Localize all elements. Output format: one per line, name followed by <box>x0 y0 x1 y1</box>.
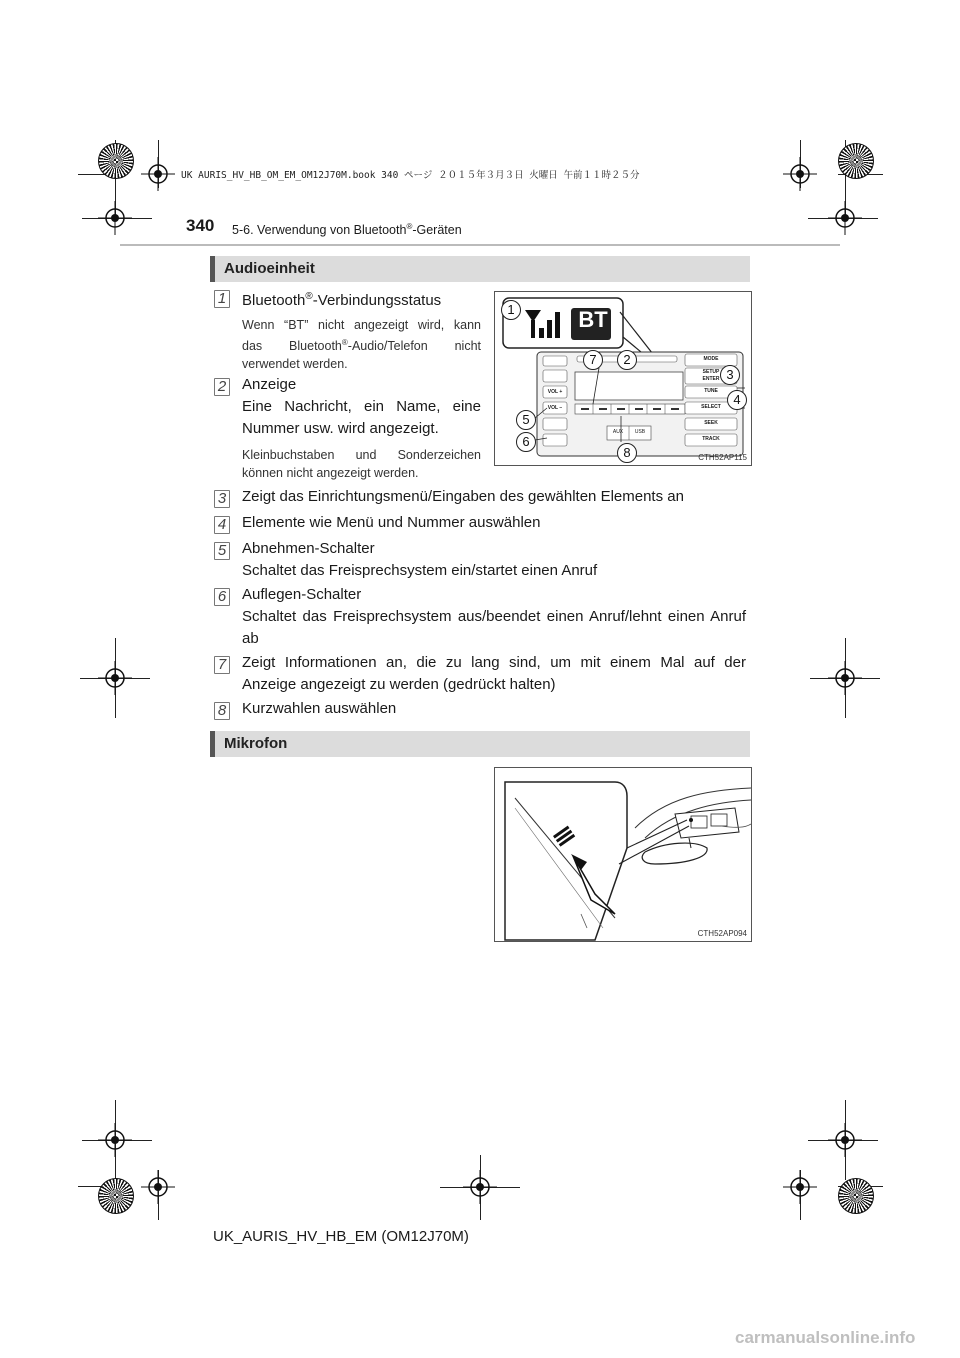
item-number-2: 2 <box>214 378 230 396</box>
section-title-audio: Audioeinheit <box>224 260 315 277</box>
registration-crosshair-icon <box>98 201 132 235</box>
callout-8: 8 <box>617 443 637 463</box>
mode-button: MODE <box>703 356 719 362</box>
usb-label: USB <box>634 429 646 435</box>
select-button: SELECT <box>701 404 721 410</box>
item-2-note: Kleinbuchstaben und Sonderzeichen können nicht angezeigt werden. <box>242 448 481 480</box>
registration-crosshair-icon <box>141 157 175 191</box>
registration-crosshair-icon <box>783 157 817 191</box>
item-7-text: Zeigt Informationen an, die zu lang sind, um mit einem Mal auf der Anzeige angezeigt zu werden (gedrückt halten) <box>242 654 746 693</box>
registration-crosshair-icon <box>783 1170 817 1204</box>
tune-button: TUNE <box>704 388 718 394</box>
registration-rosette-icon <box>98 143 134 179</box>
callout-5: 5 <box>516 410 536 430</box>
registration-rosette-icon <box>838 143 874 179</box>
registration-crosshair-icon <box>828 201 862 235</box>
track-button: TRACK <box>702 436 720 442</box>
section-title-mic: Mikrofon <box>224 735 288 752</box>
reg-mark: ® <box>406 222 413 231</box>
item-number-1: 1 <box>214 290 230 308</box>
item-number-5: 5 <box>214 542 230 560</box>
callout-2: 2 <box>617 350 637 370</box>
callout-3: 3 <box>720 365 740 385</box>
item-1-label: Bluetooth®-Verbindungsstatus <box>242 291 442 309</box>
item-4-text: Elemente wie Menü und Nummer auswählen <box>242 514 541 531</box>
registration-crosshair-icon <box>98 661 132 695</box>
item-5-text: Abnehmen-Schalter Schaltet das Freisprechsystem ein/startet einen Anruf <box>242 540 598 579</box>
figure-code-mic: CTH52AP094 <box>697 929 747 938</box>
callout-6: 6 <box>516 432 536 452</box>
callout-4: 4 <box>727 390 747 410</box>
callout-1: 1 <box>501 300 521 320</box>
vol-minus-button: VOL − <box>547 405 563 411</box>
header-rule <box>120 244 840 246</box>
registration-crosshair-icon <box>828 1123 862 1157</box>
item-2-text: Anzeige Eine Nachricht, ein Name, eine Nummer usw. wird angezeigt. <box>242 376 481 437</box>
registration-crosshair-icon <box>141 1170 175 1204</box>
print-info-line: UK AURIS_HV_HB_OM_EM_OM12J70M.book 340 ページ ２０１５年３月３日 火曜日 午前１１時２５分 <box>181 170 640 181</box>
item-3-text: Zeigt das Einrichtungsmenü/Eingaben des gewählten Elements an <box>242 488 684 505</box>
model-code: UK_AURIS_HV_HB_EM (OM12J70M) <box>213 1228 469 1245</box>
registration-crosshair-icon <box>463 1170 497 1204</box>
item-number-8: 8 <box>214 702 230 720</box>
item-number-4: 4 <box>214 516 230 534</box>
chapter-title-suffix: -Geräten <box>412 223 462 238</box>
vol-plus-button: VOL + <box>547 389 563 395</box>
item-number-7: 7 <box>214 656 230 674</box>
callout-7: 7 <box>583 350 603 370</box>
registration-crosshair-icon <box>828 661 862 695</box>
item-number-6: 6 <box>214 588 230 606</box>
registration-crosshair-icon <box>98 1123 132 1157</box>
item-6-text: Auflegen-Schalter Schaltet das Freisprechsystem aus/beendet einen Anruf/lehnt einen Anruf ab <box>242 586 746 647</box>
section-header-audio <box>210 256 750 282</box>
registration-rosette-icon <box>838 1178 874 1214</box>
registration-rosette-icon <box>98 1178 134 1214</box>
microphone-illustration <box>495 768 751 941</box>
enter-button-label: ENTER <box>702 376 720 382</box>
item-8-text: Kurzwahlen auswählen <box>242 700 397 717</box>
figure-code-audio: CTH52AP115 <box>698 453 747 462</box>
page-number: 340 <box>186 216 215 235</box>
chapter-title <box>232 222 462 237</box>
watermark: carmanualsonline.info <box>735 1328 916 1347</box>
chapter-title-prefix: 5-6. Verwendung von Bluetooth <box>232 223 407 238</box>
item-1-note: Wenn “BT” nicht angezeigt wird, kann das Bluetooth®-Audio/Telefon nicht verwendet werden. <box>242 318 481 372</box>
figure-audio-unit <box>494 291 752 466</box>
seek-button: SEEK <box>704 420 718 426</box>
figure-microphone <box>494 767 752 942</box>
item-number-3: 3 <box>214 490 230 508</box>
section-header-mic <box>210 731 750 757</box>
bt-indicator-text: BT <box>578 307 608 332</box>
aux-label: AUX <box>612 429 624 435</box>
setup-button-label: SETUP <box>702 369 720 375</box>
